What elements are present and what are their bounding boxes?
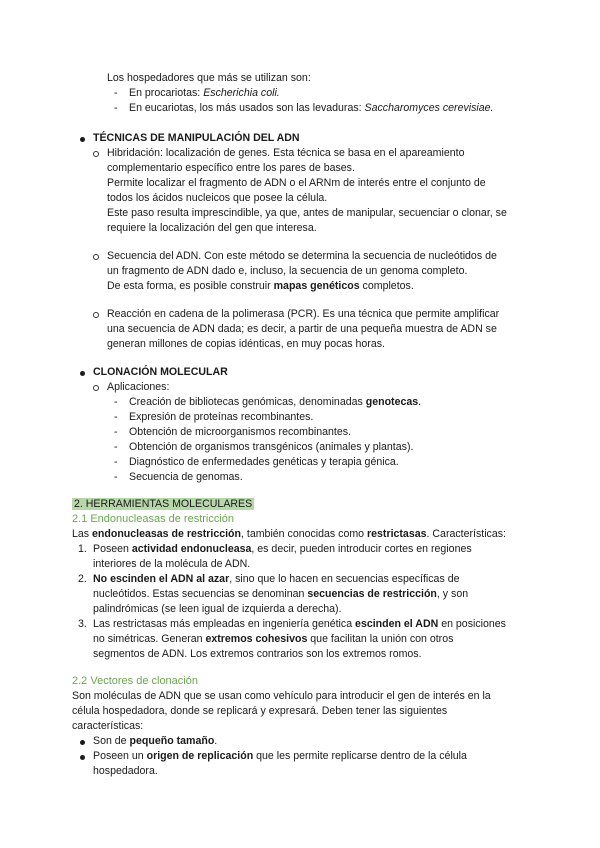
clonacion-title: CLONACIÓN MOLECULAR <box>93 366 228 378</box>
vector-feature: Poseen un origen de replicación que les permite replicarse dentro de la célula <box>93 750 467 762</box>
caracteristica-line: segmentos de ADN. Los extremos contrarios son los extremos romos. <box>93 648 422 660</box>
endonucleasas-intro: Las endonucleasas de restricción, también conocidas como restrictasas. Características: <box>72 528 506 540</box>
vectores-line: célula hospedadora, donde se replicará y expresará. Deben tener las siguientes <box>72 705 448 717</box>
aplicacion-item: Secuencia de genomas. <box>129 471 243 483</box>
pcr-line: una secuencia de ADN dada; es decir, a partir de una pequeña muestra de ADN se <box>107 323 497 335</box>
aplicaciones-label: Aplicaciones: <box>107 381 170 393</box>
hibridacion-line: Este paso resulta imprescindible, ya que, antes de manipular, secuenciar o clonar, se <box>107 207 507 219</box>
caracteristica-line: no simétricas. Generan extremos cohesivos que facilitan la unión con otros <box>93 633 454 645</box>
secuencia-line: De esta forma, es posible construir mapas genéticos completos. <box>107 280 414 292</box>
bullet-icon <box>80 740 85 745</box>
dash-marker: - <box>114 456 118 468</box>
aplicacion-item: Creación de bibliotecas genómicas, denominadas genotecas. <box>129 396 422 408</box>
tecnicas-title: TÉCNICAS DE MANIPULACIÓN DEL ADN <box>93 132 300 144</box>
aplicacion-item: Obtención de microorganismos recombinantes. <box>129 426 351 438</box>
pcr-line: Reacción en cadena de la polimerasa (PCR). Es una técnica que permite amplificar <box>107 308 500 320</box>
hibridacion-line: Hibridación: localización de genes. Esta técnica se basa en el apareamiento <box>107 147 465 159</box>
vectores-line: Son moléculas de ADN que se usan como vehículo para introducir el gen de interés en la <box>72 690 491 702</box>
vector-feature: hospedadora. <box>93 765 158 777</box>
bullet-icon <box>80 371 85 376</box>
aplicacion-item: Expresión de proteínas recombinantes. <box>129 411 314 423</box>
list-number: 1. <box>78 543 87 555</box>
dash-marker: - <box>114 426 118 438</box>
circle-bullet-icon <box>93 312 99 318</box>
circle-bullet-icon <box>93 385 99 391</box>
dash-marker: - <box>114 396 118 408</box>
dash-marker: - <box>114 87 118 99</box>
dash-marker: - <box>114 471 118 483</box>
hibridacion-line: requiere la localización del gen que interesa. <box>107 222 317 234</box>
caracteristica-line: No escinden el ADN al azar, sino que lo hacen en secuencias específicas de <box>93 573 460 585</box>
hosts-intro: Los hospedadores que más se utilizan son: <box>107 72 311 84</box>
dash-marker: - <box>114 441 118 453</box>
caracteristica-line: interiores de la molécula de ADN. <box>93 558 251 570</box>
secuencia-line: un fragmento de ADN dado e, incluso, la secuencia de un genoma completo. <box>107 265 468 277</box>
aplicacion-item: Diagnóstico de enfermedades genéticas y terapia génica. <box>129 456 399 468</box>
dash-marker: - <box>114 411 118 423</box>
caracteristica-line: Las restrictasas más empleadas en ingeniería genética escinden el ADN en posiciones <box>93 618 506 630</box>
hibridacion-line: todos los ácidos nucleicos que posee la célula. <box>107 192 328 204</box>
vector-feature: Son de pequeño tamaño. <box>93 735 218 747</box>
circle-bullet-icon <box>93 151 99 157</box>
list-number: 2. <box>78 573 87 585</box>
hibridacion-line: complementario específico entre los pares de bases. <box>107 162 355 174</box>
dash-marker: - <box>114 102 118 114</box>
circle-bullet-icon <box>93 254 99 260</box>
hosts-item-prokaryotes: En procariotas: Escherichia coli. <box>129 87 280 99</box>
aplicacion-item: Obtención de organismos transgénicos (animales y plantas). <box>129 441 414 453</box>
bullet-icon <box>80 755 85 760</box>
subheading-endonucleasas: 2.1 Endonucleasas de restricción <box>72 513 235 525</box>
caracteristica-line: Poseen actividad endonucleasa, es decir, pueden introducir cortes en regiones <box>93 543 472 555</box>
secuencia-line: Secuencia del ADN. Con este método se determina la secuencia de nucleótidos de <box>107 250 497 262</box>
section-heading: 2. HERRAMIENTAS MOLECULARES <box>74 498 253 510</box>
caracteristica-line: nucleótidos. Estas secuencias se denominan secuencias de restricción, y son <box>93 588 469 600</box>
subheading-vectores: 2.2 Vectores de clonación <box>72 675 198 687</box>
vectores-line: características: <box>72 720 144 732</box>
list-number: 3. <box>78 618 87 630</box>
bullet-icon <box>80 137 85 142</box>
hibridacion-line: Permite localizar el fragmento de ADN o el ARNm de interés entre el conjunto de <box>107 177 486 189</box>
hosts-item-eukaryotes: En eucariotas, los más usados son las levaduras: Saccharomyces cerevisiae. <box>129 102 494 114</box>
pcr-line: generan millones de copias idénticas, en muy pocas horas. <box>107 338 385 350</box>
caracteristica-line: palindrómicas (se leen igual de izquierda a derecha). <box>93 603 342 615</box>
